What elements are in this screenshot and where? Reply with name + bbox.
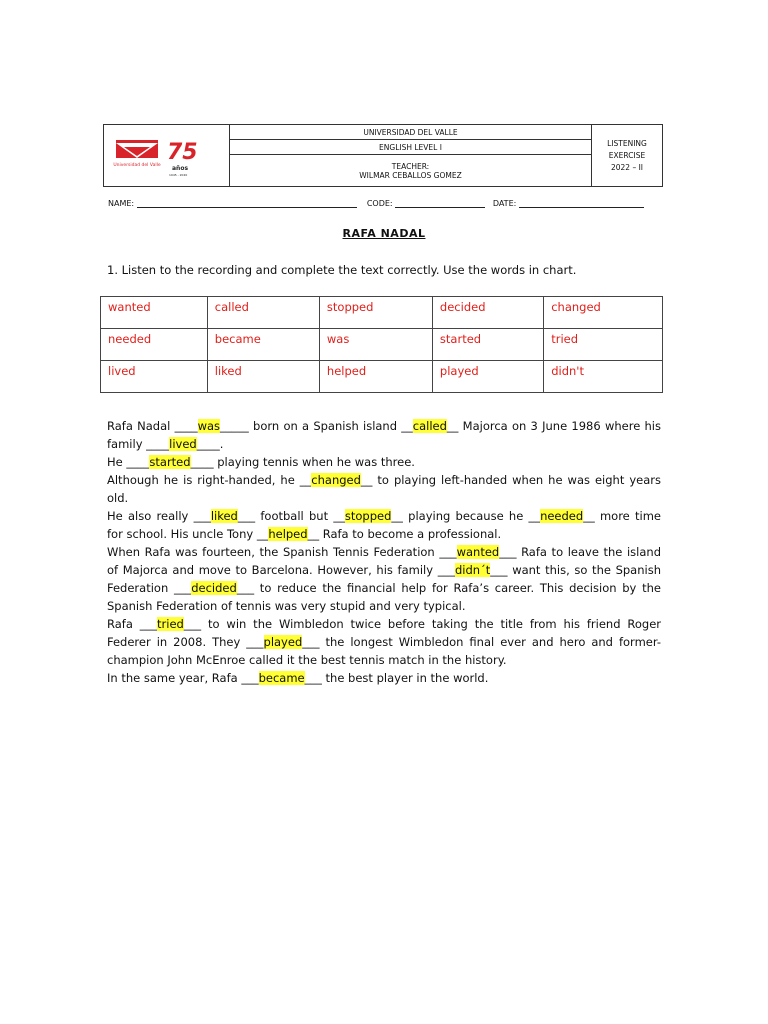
filled-answer[interactable]: liked: [210, 509, 238, 523]
passage-paragraph: [107, 543, 661, 615]
passage-segment: ____ playing tennis when he was three.: [190, 455, 415, 469]
filled-answer[interactable]: didn´t: [454, 563, 491, 577]
teacher-label: TEACHER:: [391, 161, 430, 171]
exercise-line3: 2022 – II: [610, 162, 644, 172]
instruction-text: 1. Listen to the recording and complete the text correctly. Use the words in chart.: [107, 263, 577, 277]
filled-answer[interactable]: helped: [268, 527, 308, 541]
filled-answer[interactable]: started: [149, 455, 191, 469]
university-logo: [104, 125, 230, 186]
teacher-name: WILMAR CEBALLOS GOMEZ: [359, 170, 462, 180]
filled-answer[interactable]: decided: [191, 581, 237, 595]
word-bank-cell: played: [432, 361, 543, 393]
word-bank-cell: called: [207, 297, 319, 329]
passage-segment: __ more time for school. His uncle Tony __: [107, 509, 661, 541]
passage-paragraph: [107, 417, 661, 453]
teacher-cell: [230, 155, 591, 186]
date-label: DATE:: [492, 199, 517, 208]
filled-answer[interactable]: lived: [169, 437, 197, 451]
passage-segment: He also really ___: [107, 509, 211, 523]
word-bank-cell: was: [319, 329, 432, 361]
filled-answer[interactable]: wanted: [456, 545, 500, 559]
filled-answer[interactable]: tried: [157, 617, 184, 631]
passage-paragraph: [107, 669, 661, 687]
anniversary-number: 75: [167, 140, 198, 165]
university-name: UNIVERSIDAD DEL VALLE: [230, 125, 591, 140]
passage-segment: __ playing because he __: [391, 509, 541, 523]
passage-segment: When Rafa was fourteen, the Spanish Tennis Federation ___: [107, 545, 457, 559]
filled-answer[interactable]: became: [258, 671, 305, 685]
passage-paragraph: [107, 507, 661, 543]
passage-segment: Although he is right-handed, he __: [107, 473, 312, 487]
student-fields: [108, 199, 644, 208]
passage-segment: ___ football but __: [237, 509, 345, 523]
worksheet-title: RAFA NADAL: [342, 227, 426, 240]
passage-segment: ___ the best player in the world.: [304, 671, 489, 685]
passage-segment: Rafa ___: [107, 617, 158, 631]
passage-segment: He ____: [107, 455, 150, 469]
logo-graphic: [104, 125, 229, 186]
header-center: [230, 125, 592, 186]
word-bank-cell: needed: [101, 329, 208, 361]
word-bank-table: [100, 296, 663, 393]
word-bank-cell: wanted: [101, 297, 208, 329]
passage-segment: In the same year, Rafa ___: [107, 671, 259, 685]
filled-answer[interactable]: needed: [540, 509, 584, 523]
name-label: NAME:: [108, 199, 135, 208]
code-label: CODE:: [366, 199, 393, 208]
word-bank-cell: tried: [544, 329, 663, 361]
word-bank-cell: lived: [101, 361, 208, 393]
word-bank-cell: started: [432, 329, 543, 361]
word-bank-cell: decided: [432, 297, 543, 329]
passage-segment: _____ born on a Spanish island __: [220, 419, 413, 433]
logo-text: Universidad del Valle: [113, 163, 161, 168]
word-bank-cell: stopped: [319, 297, 432, 329]
filled-answer[interactable]: changed: [311, 473, 361, 487]
name-input-line[interactable]: [137, 199, 357, 208]
passage-segment: ___ the longest Wimbledon final ever and hero and former-champion John McEnroe called it the best tennis match in the history.: [107, 635, 661, 667]
filled-answer[interactable]: played: [263, 635, 303, 649]
passage-segment: Rafa Nadal ____: [107, 419, 198, 433]
filled-answer[interactable]: called: [412, 419, 447, 433]
passage-paragraph: [107, 453, 661, 471]
word-bank-cell: became: [207, 329, 319, 361]
date-input-line[interactable]: [519, 199, 644, 208]
course-name: ENGLISH LEVEL I: [230, 140, 591, 155]
filled-answer[interactable]: was: [197, 419, 221, 433]
word-bank-row: [101, 297, 663, 329]
passage-segment: __ to playing left-handed when he was eight years old.: [107, 473, 661, 505]
anniversary-word: años: [172, 165, 189, 172]
filled-answer[interactable]: stopped: [344, 509, 392, 523]
exercise-cell: [592, 125, 662, 186]
code-input-line[interactable]: [395, 199, 485, 208]
exercise-line2: EXERCISE: [608, 150, 646, 160]
passage-segment: ____.: [196, 437, 224, 451]
passage-segment: ___ to win the Wimbledon twice before taking the title from his friend Roger Federer in 2008. They ___: [107, 617, 661, 649]
passage-segment: ___ want this, so the Spanish Federation ___: [107, 563, 661, 595]
word-bank-cell: changed: [544, 297, 663, 329]
passage-segment: ___ to reduce the financial help for Rafa’s career. This decision by the Spanish Federation of tennis was very stupid and very typical.: [107, 581, 661, 613]
passage-text: [107, 417, 661, 687]
word-bank-row: [101, 329, 663, 361]
word-bank-cell: didn't: [544, 361, 663, 393]
passage-segment: __ Majorca on 3 June 1986 where his family ____: [107, 419, 661, 451]
word-bank-row: [101, 361, 663, 393]
header-table: [103, 124, 663, 187]
word-bank-cell: liked: [207, 361, 319, 393]
passage-paragraph: [107, 615, 661, 669]
exercise-line1: LISTENING: [607, 138, 647, 148]
word-bank-cell: helped: [319, 361, 432, 393]
passage-paragraph: [107, 471, 661, 507]
passage-segment: __ Rafa to become a professional.: [307, 527, 502, 541]
passage-segment: ___ Rafa to leave the island of Majorca and move to Barcelona. However, his family ___: [107, 545, 662, 577]
anniversary-years: 1945 - 2020: [169, 173, 188, 177]
